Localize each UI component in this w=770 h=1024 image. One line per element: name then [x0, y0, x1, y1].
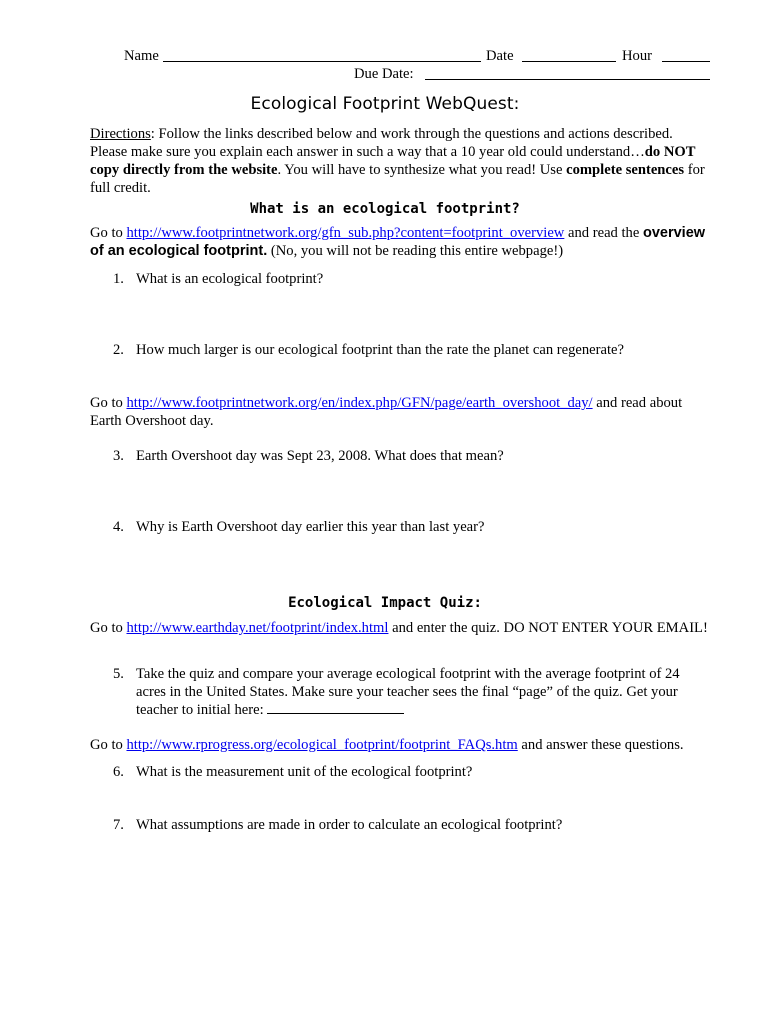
name-blank[interactable] [163, 47, 481, 62]
question-number: 4. [113, 519, 124, 535]
question-number: 3. [113, 448, 124, 464]
teacher-initial-blank[interactable] [267, 701, 404, 714]
directions-text-2: . You will have to synthesize what you read! Use [277, 162, 567, 178]
question-text: What assumptions are made in order to calculate an ecological footprint? [136, 817, 563, 833]
directions-paragraph [90, 125, 712, 197]
question-text: Earth Overshoot day was Sept 23, 2008. What does that mean? [136, 448, 504, 464]
section2-intro-suffix: and read about Earth Overshoot day. [90, 395, 683, 429]
section1-intro-bold: overview of an ecological footprint. [90, 225, 706, 259]
directions-text-3: for full credit. [90, 162, 705, 196]
section1-intro-suffix: (No, you will not be reading this entire webpage!) [267, 243, 564, 259]
directions-label: Directions [90, 126, 151, 142]
date-label: Date [486, 48, 514, 64]
section-heading-quiz: Ecological Impact Quiz: [288, 595, 482, 611]
question-text: Why is Earth Overshoot day earlier this year than last year? [136, 519, 485, 535]
section3-intro [90, 619, 712, 637]
footprint-overview-link[interactable]: http://www.footprintnetwork.org/gfn_sub.php?content=footprint_overview [126, 225, 565, 241]
hour-blank[interactable] [662, 47, 710, 62]
directions-bold-2: complete sentences [566, 162, 685, 178]
section1-intro-prefix: Go to [90, 225, 127, 241]
section-heading-footprint: What is an ecological footprint? [250, 201, 520, 217]
section4-intro-prefix: Go to [90, 737, 127, 753]
section2-intro-prefix: Go to [90, 395, 127, 411]
due-date-label: Due Date: [354, 66, 414, 82]
question-text: What is the measurement unit of the ecological footprint? [136, 764, 473, 780]
question-number: 1. [113, 271, 124, 287]
section1-intro [90, 224, 712, 260]
question-text: What is an ecological footprint? [136, 271, 324, 287]
date-blank[interactable] [522, 47, 616, 62]
section1-intro-mid: and read the [564, 225, 643, 241]
section4-intro-suffix: and answer these questions. [517, 737, 684, 753]
earthday-quiz-link[interactable]: http://www.earthday.net/footprint/index.html [126, 620, 389, 636]
due-date-blank[interactable] [425, 65, 710, 80]
directions-text-1: : Follow the links described below and work through the questions and actions described. Please make sure you explain each answer in such a way that a 10 year old could understand… [90, 126, 673, 160]
hour-label: Hour [622, 48, 652, 64]
question-text: Take the quiz and compare your average ecological footprint with the average footprint of 24 acres in the United States. Make sure your teacher sees the final “page” of the quiz. Get your teacher to initial here: [136, 666, 680, 718]
section3-intro-suffix: and enter the quiz. DO NOT ENTER YOUR EMAIL! [388, 620, 708, 636]
name-label: Name [124, 48, 159, 64]
question-text: How much larger is our ecological footprint than the rate the planet can regenerate? [136, 342, 625, 358]
section2-intro [90, 394, 712, 430]
question-number: 6. [113, 764, 124, 780]
rprogress-faq-link[interactable]: http://www.rprogress.org/ecological_footprint/footprint_FAQs.htm [126, 737, 518, 753]
section3-intro-prefix: Go to [90, 620, 127, 636]
question-number: 2. [113, 342, 124, 358]
page-title: Ecological Footprint WebQuest: [250, 94, 520, 114]
question-text-wrapper [136, 665, 713, 719]
question-number: 7. [113, 817, 124, 833]
overshoot-day-link[interactable]: http://www.footprintnetwork.org/en/index.php/GFN/page/earth_overshoot_day/ [126, 395, 593, 411]
directions-bold-1: do NOT copy directly from the website [90, 144, 696, 178]
section4-intro [90, 736, 712, 754]
question-number: 5. [113, 666, 124, 682]
